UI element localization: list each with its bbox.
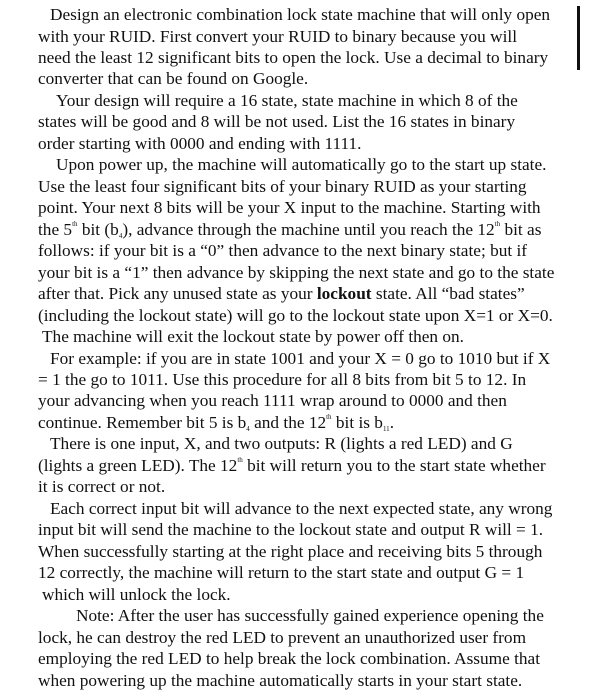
subscript: 4	[118, 232, 123, 240]
text-line-6: states will be good and 8 will be not used. List the 16 states in binary	[38, 112, 516, 131]
text-line-29: Note: After the user has successfully gained experience opening the	[76, 606, 544, 625]
text-run: state. All “bad states”	[371, 284, 525, 303]
text-run: bit as	[500, 220, 542, 239]
text-line-25: input bit will send the machine to the lockout state and output R will = 1.	[38, 520, 544, 539]
text-line-28: which will unlock the lock.	[42, 585, 231, 604]
text-run: after that. Pick any unused state as your	[38, 284, 317, 303]
text-run: bit is b	[331, 413, 383, 432]
subscript: 11	[382, 425, 390, 433]
text-line-20	[38, 412, 394, 433]
text-run: (lights a green LED). The 12	[38, 456, 238, 475]
text-line-22	[38, 455, 546, 476]
text-line-19: your advancing when you reach 1111 wrap around to 0000 and then	[38, 391, 507, 410]
text-run: the 5	[38, 220, 73, 239]
text-line-27: 12 correctly, the machine will return to the start state and output G = 1	[38, 563, 525, 582]
text-run: bit (b	[77, 220, 119, 239]
text-line-16: The machine will exit the lockout state by power off then on.	[42, 327, 464, 346]
text-line-12: follows: if your bit is a “0” then advance to the next binary state; but if	[38, 241, 528, 260]
text-run: and the 12	[249, 413, 327, 432]
text-line-17: For example: if you are in state 1001 and your X = 0 go to 1010 but if X	[50, 349, 551, 368]
text-line-2: with your RUID. First convert your RUID to binary because you will	[38, 27, 517, 46]
superscript: th	[72, 220, 78, 228]
text-line-13: your bit is a “1” then advance by skipping the next state and go to the state	[38, 263, 555, 282]
text-line-11	[38, 219, 541, 240]
text-line-1: Design an electronic combination lock state machine that will only open	[50, 5, 551, 24]
superscript: th	[494, 220, 501, 228]
text-line-4: converter that can be found on Google.	[38, 69, 309, 88]
text-run: ), advance through the machine until you reach the 12	[122, 220, 495, 239]
text-run: continue. Remember bit 5 is b	[38, 413, 247, 432]
text-line-5: Your design will require a 16 state, state machine in which 8 of the	[56, 91, 518, 110]
text-line-14	[38, 283, 525, 304]
superscript: th	[326, 413, 332, 421]
text-line-31: employing the red LED to help break the lock combination. Assume that	[38, 649, 540, 668]
text-run: .	[389, 413, 395, 432]
text-line-26: When successfully starting at the right place and receiving bits 5 through	[38, 542, 543, 561]
text-line-32: when powering up the machine automatically starts in your start state.	[38, 671, 523, 690]
text-line-8: Upon power up, the machine will automatically go to the start up state.	[56, 155, 547, 174]
text-run: bit will return you to the start state whether	[242, 456, 546, 475]
text-line-15: (including the lockout state) will go to the lockout state upon X=1 or X=0.	[38, 306, 553, 325]
margin-bar	[577, 6, 580, 70]
text-line-23: it is correct or not.	[38, 477, 166, 496]
text-line-10: point. Your next 8 bits will be your X input to the machine. Starting with	[38, 198, 541, 217]
lockout-term: lockout	[316, 284, 372, 303]
text-line-30: lock, he can destroy the red LED to prevent an unauthorized user from	[38, 628, 527, 647]
text-line-18: = 1 the go to 1011. Use this procedure for all 8 bits from bit 5 to 12. In	[38, 370, 527, 389]
text-line-9: Use the least four significant bits of your binary RUID as your starting	[38, 177, 527, 196]
superscript: th	[237, 456, 243, 464]
subscript: 4	[246, 425, 250, 433]
text-line-21: There is one input, X, and two outputs: R (lights a red LED) and G	[50, 434, 513, 453]
text-line-3: need the least 12 significant bits to open the lock. Use a decimal to binary	[38, 48, 549, 67]
text-line-7: order starting with 0000 and ending with 1111.	[38, 134, 362, 153]
text-line-24: Each correct input bit will advance to the next expected state, any wrong	[50, 499, 553, 518]
